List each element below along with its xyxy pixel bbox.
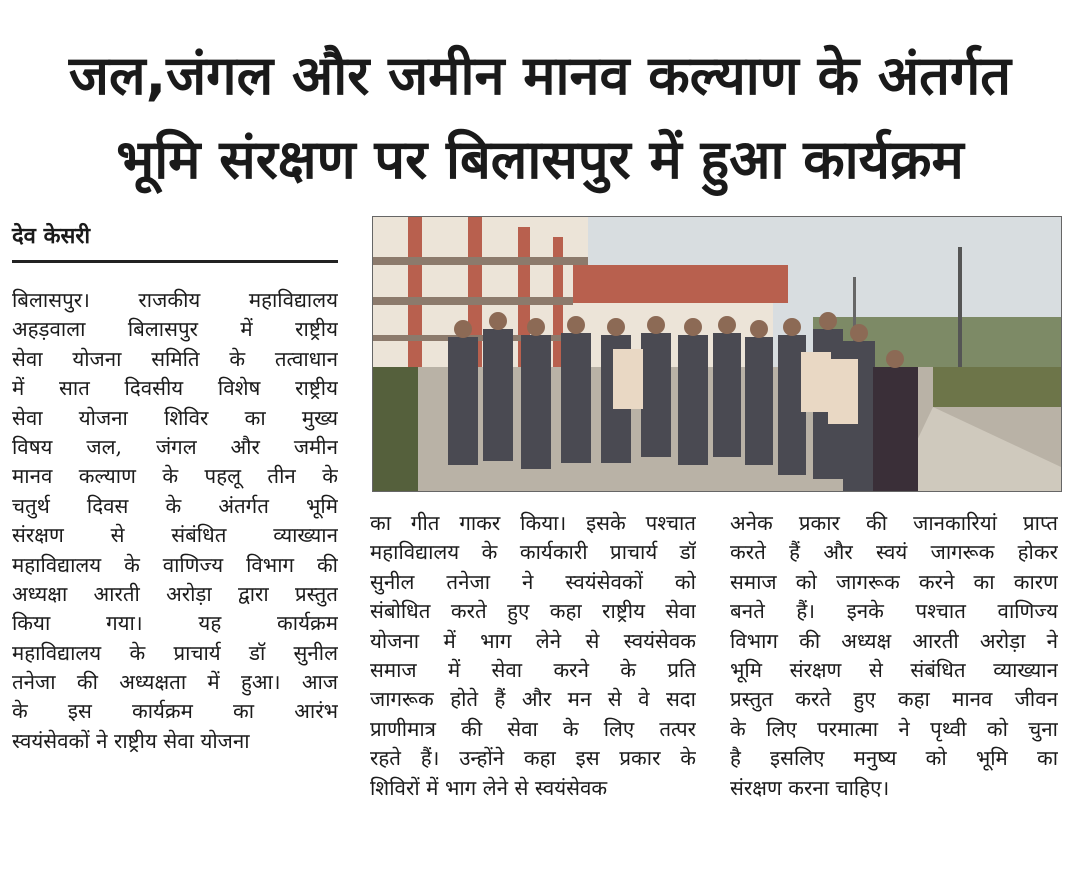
article-line: समाज में सेवा करने के प्रति [370, 657, 696, 682]
article-line: प्राणीमात्र की सेवा के लिए तत्पर [370, 716, 696, 741]
article-line: संरक्षण करना चाहिए। [730, 775, 890, 800]
article-line: विभाग की अध्यक्ष आरती अरोड़ा ने [730, 628, 1058, 653]
article-line: महाविद्यालय के कार्यकारी प्राचार्य डॉ [370, 540, 696, 565]
headline-line-2: भूमि संरक्षण पर बिलासपुर में हुआ कार्यक्रम [116, 128, 964, 191]
article-line: महाविद्यालय के प्राचार्य डॉ सुनील [12, 640, 338, 665]
byline-divider [12, 260, 338, 263]
headline-line-1: जल,जंगल और जमीन मानव कल्याण के अंतर्गत [68, 44, 1012, 107]
article-line: का गीत गाकर किया। इसके पश्चात [370, 511, 696, 535]
article-line: के लिए परमात्मा ने पृथ्वी को चुना [730, 716, 1058, 741]
article-line: तनेजा की अध्यक्षता में हुआ। आज [12, 670, 338, 695]
article-line: सुनील तनेजा ने स्वयंसेवकों को [370, 569, 696, 594]
article-line: प्रस्तुत करते हुए कहा मानव जीवन [730, 687, 1058, 712]
news-photo [372, 216, 1062, 492]
article-line: में सात दिवसीय विशेष राष्ट्रीय [12, 376, 338, 401]
article-line: अनेक प्रकार की जानकारियां प्राप्त [730, 511, 1058, 535]
article-line: स्वयंसेवकों ने राष्ट्रीय सेवा योजना [12, 728, 250, 753]
article-line: जागरूक होते हैं और मन से वे सदा [370, 687, 696, 712]
article-line: भूमि संरक्षण से संबंधित व्याख्यान [730, 657, 1058, 682]
article-line: किया गया। यह कार्यक्रम [12, 611, 338, 636]
article-line: बिलासपुर। राजकीय महाविद्यालय [12, 288, 338, 312]
article-line: है इसलिए मनुष्य को भूमि का [730, 746, 1058, 771]
article-line: संबोधित करते हुए कहा राष्ट्रीय सेवा [370, 599, 696, 624]
article-line: योजना में भाग लेने से स्वयंसेवक [370, 628, 696, 653]
group-photo-icon [373, 217, 1061, 491]
article-line: बनते हैं। इनके पश्चात वाणिज्य [730, 599, 1058, 624]
article-line: के इस कार्यक्रम का आरंभ [12, 699, 338, 724]
article-line: रहते हैं। उन्होंने कहा इस प्रकार के [370, 746, 696, 771]
article-line: विषय जल, जंगल और जमीन [12, 434, 338, 459]
byline: देव केसरी [12, 224, 91, 249]
article-line: चतुर्थ दिवस के अंतर्गत भूमि [12, 493, 338, 518]
article-line: मानव कल्याण के पहलू तीन के [12, 464, 338, 489]
article-line: अध्यक्षा आरती अरोड़ा द्वारा प्रस्तुत [12, 581, 338, 606]
article-line: संरक्षण से संबंधित व्याख्यान [12, 523, 338, 548]
article-line: समाज को जागरूक करने का कारण [730, 569, 1058, 594]
article-line: शिविरों में भाग लेने से स्वयंसेवक [370, 775, 608, 800]
article-column-3 [730, 509, 1058, 803]
article-column-2 [370, 509, 696, 803]
article-column-1 [12, 286, 338, 756]
article-line: सेवा योजना शिविर का मुख्य [12, 405, 338, 430]
article-line: अहड़वाला बिलासपुर में राष्ट्रीय [12, 317, 338, 342]
article-line: करते हैं और स्वयं जागरूक होकर [730, 540, 1058, 565]
article-line: महाविद्यालय के वाणिज्य विभाग की [12, 552, 338, 577]
article-line: सेवा योजना समिति के तत्वाधान [12, 346, 338, 371]
